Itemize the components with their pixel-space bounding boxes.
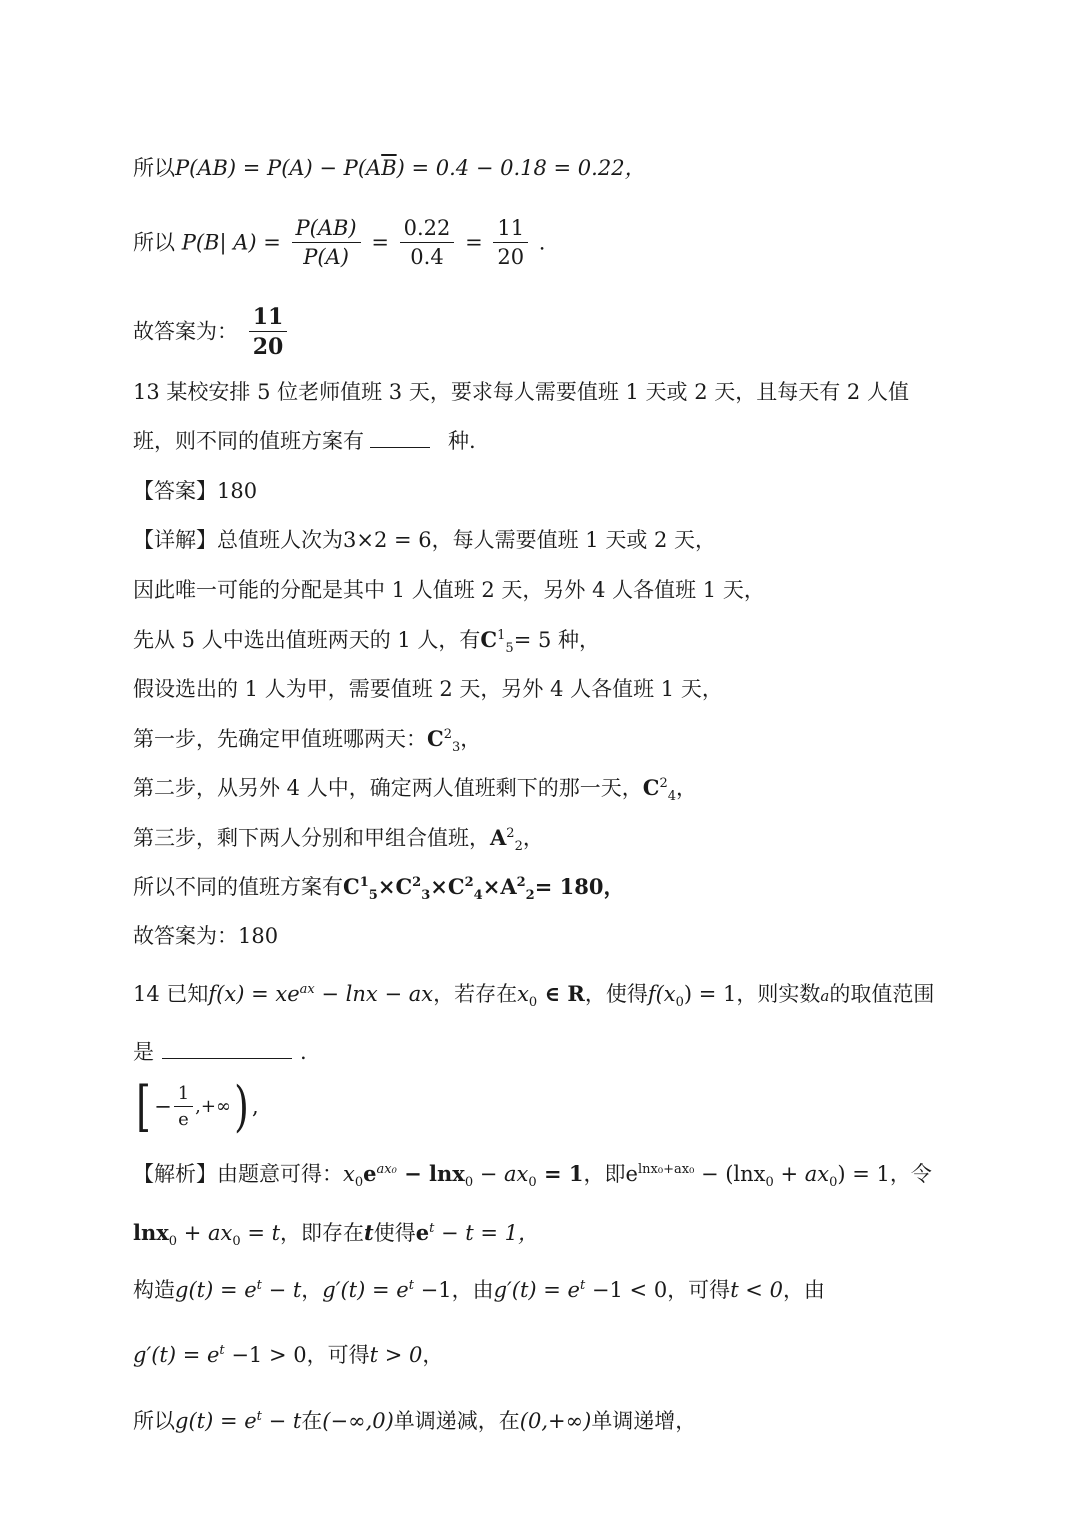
- fraction: [400, 218, 455, 268]
- formula: C: [427, 726, 444, 751]
- sub: 3: [421, 888, 431, 904]
- denominator: 0.4: [410, 245, 444, 269]
- formula: + ax: [177, 1221, 233, 1245]
- text: 的取值范围: [829, 982, 935, 1006]
- denominator: 20: [252, 334, 284, 360]
- formula: C: [480, 627, 498, 652]
- sub: 3: [452, 740, 461, 756]
- formula: − lnx − ax: [314, 982, 434, 1006]
- numerator: 1: [174, 1085, 193, 1107]
- sup: t: [408, 1278, 414, 1293]
- formula: g′(t) = e: [133, 1343, 220, 1367]
- text: 【解析】由题意可得：: [133, 1162, 343, 1186]
- text: 第一步，先确定甲值班哪两天：: [133, 727, 427, 751]
- text: 单调递增，: [591, 1409, 697, 1433]
- text: 单调递减，在: [393, 1409, 520, 1433]
- formula: −1 < 0: [585, 1278, 668, 1302]
- answer-blank: [162, 1058, 292, 1059]
- sup: 1: [497, 628, 506, 643]
- sub: 0: [528, 995, 538, 1011]
- formula: g′(t) = e: [493, 1278, 580, 1302]
- formula: ∈ R: [537, 981, 585, 1006]
- answer-blank: [370, 447, 430, 448]
- sub: 0: [765, 1175, 774, 1191]
- formula: P(AB) = P(A) − P(A: [175, 156, 382, 180]
- text: 故答案为：: [133, 319, 238, 344]
- sub: 5: [368, 888, 378, 904]
- text: .: [300, 1040, 307, 1064]
- text: 【答案】180: [133, 479, 258, 503]
- text: 班，则不同的值班方案有: [133, 429, 364, 453]
- text: 种.: [448, 429, 476, 453]
- question-13-line1: [133, 382, 909, 403]
- text: 在: [301, 1409, 323, 1433]
- formula: = t: [240, 1221, 281, 1245]
- text: 所以不同的值班方案有: [133, 875, 343, 899]
- formula: − t: [261, 1278, 302, 1302]
- sup: t: [219, 1343, 225, 1358]
- solution-line4: [133, 1345, 443, 1366]
- formula: P(B| A) =: [181, 230, 281, 255]
- text: ，则实数: [736, 982, 821, 1006]
- formula: (−∞,0): [322, 1409, 394, 1433]
- sym: = 180，: [534, 874, 625, 899]
- sym: C: [343, 874, 360, 899]
- formula: e: [415, 1220, 430, 1245]
- fraction: [174, 1085, 193, 1129]
- text: 构造: [133, 1278, 175, 1302]
- right-bracket: ): [234, 1075, 249, 1138]
- formula: t > 0: [369, 1343, 423, 1367]
- formula: + ax: [773, 1162, 830, 1186]
- formula: a: [820, 987, 830, 1005]
- equals: =: [371, 230, 389, 255]
- formula: x: [517, 982, 529, 1006]
- text: ，每人需要值班 1 天或 2 天，: [431, 528, 717, 552]
- formula: g(t) = e: [175, 1278, 257, 1302]
- sup: t: [429, 1221, 435, 1236]
- sub: 4: [667, 789, 676, 805]
- formula: −1: [413, 1278, 452, 1302]
- detail-line8: [133, 874, 625, 904]
- formula-b-bar: $\overline{B}$: [381, 156, 397, 180]
- formula: −1 > 0: [224, 1343, 307, 1367]
- denominator: e: [178, 1109, 189, 1130]
- left-bracket: [: [136, 1075, 151, 1138]
- formula: t < 0: [730, 1278, 783, 1302]
- formula: x: [343, 1162, 355, 1186]
- question-14-line1: [133, 981, 935, 1011]
- text: 使得: [373, 1221, 416, 1245]
- formula: f(x) = xe: [208, 982, 300, 1006]
- fraction: [292, 218, 361, 268]
- formula: ) = 1: [837, 1162, 890, 1186]
- sub: 0: [464, 1175, 474, 1191]
- text: = 5 种，: [513, 628, 601, 652]
- text: ，使得: [584, 982, 648, 1006]
- formula: − ax: [473, 1162, 529, 1186]
- equals: =: [465, 230, 483, 255]
- formula: A: [490, 825, 507, 850]
- sub: 0: [354, 1175, 364, 1191]
- detail-line2: [133, 580, 765, 601]
- formula: lnx: [133, 1220, 169, 1245]
- formula: ) = 0.4 − 0.18 = 0.22，: [396, 156, 646, 180]
- text: 假设选出的 1 人为甲，需要值班 2 天，另外 4 人各值班 1 天，: [133, 677, 723, 701]
- text: 所以: [133, 1409, 175, 1433]
- sym: −: [154, 1094, 172, 1119]
- sym: ,+∞: [195, 1096, 231, 1117]
- sub: 0: [528, 1175, 537, 1191]
- formula: − t: [261, 1409, 302, 1433]
- numerator: P(AB): [292, 218, 361, 243]
- formula: e: [363, 1161, 377, 1186]
- formula: e: [625, 1162, 638, 1186]
- formula: g(t) = e: [175, 1409, 257, 1433]
- formula: − lnx: [396, 1161, 465, 1186]
- question-14-line2: [133, 1042, 307, 1063]
- denominator: 20: [497, 245, 525, 269]
- sub: 0: [675, 995, 684, 1011]
- sub: 2: [525, 888, 535, 904]
- sup: 1: [359, 875, 369, 890]
- text: ，由: [451, 1278, 494, 1302]
- solution-line2: [133, 1220, 540, 1250]
- fraction: [249, 306, 288, 358]
- detail-line1: [133, 530, 716, 551]
- text: ，可得: [306, 1343, 370, 1367]
- text: ，即存在: [280, 1221, 365, 1245]
- line-conditional-prob: [133, 218, 545, 268]
- formula: − t = 1，: [434, 1221, 540, 1245]
- answer-14: [133, 1075, 259, 1138]
- formula: 3×2 = 6: [343, 528, 432, 552]
- text: 第二步，从另外 4 人中，确定两人值班剩下的那一天，: [133, 776, 643, 800]
- sup: t: [256, 1409, 262, 1424]
- text: 13 某校安排 5 位老师值班 3 天，要求每人需要值班 1 天或 2 天，且每天有 2 人值: [133, 380, 909, 404]
- sup: ax₀: [376, 1162, 397, 1177]
- fraction: [493, 218, 528, 268]
- sup: 2: [516, 875, 526, 890]
- text: 第三步，剩下两人分别和甲组合值班，: [133, 826, 490, 850]
- sub: 0: [829, 1175, 838, 1191]
- sym: ,: [252, 1094, 259, 1119]
- text: 所以: [133, 230, 175, 255]
- text: 因此唯一可能的分配是其中 1 人值班 2 天，另外 4 人各值班 1 天，: [133, 578, 765, 602]
- sub: 4: [473, 888, 483, 904]
- text: ，令: [889, 1162, 932, 1186]
- solution-line5: [133, 1411, 696, 1432]
- detail-line6: [133, 775, 697, 805]
- sup: 2: [464, 875, 474, 890]
- text: 故答案为：180: [133, 924, 279, 948]
- sup: ax: [299, 982, 315, 997]
- sub: 0: [168, 1234, 178, 1250]
- line-p-ab: [133, 158, 646, 179]
- detail-line4: [133, 679, 723, 700]
- numerator: 11: [493, 218, 528, 243]
- formula: = 1: [536, 1161, 584, 1186]
- detail-line5: [133, 726, 482, 756]
- sup: t: [580, 1278, 586, 1293]
- formula-product: [343, 874, 625, 904]
- sub: 2: [514, 839, 523, 855]
- sup: t: [256, 1278, 262, 1293]
- answer-13: [133, 481, 257, 502]
- detail-line3: [133, 627, 601, 657]
- text: 先从 5 人中选出值班两天的 1 人，有: [133, 628, 481, 652]
- text: ，若存在: [433, 982, 518, 1006]
- sup: 2: [443, 727, 452, 742]
- formula: g′(t) = e: [322, 1278, 409, 1302]
- sub: 5: [505, 641, 514, 657]
- text: ，: [676, 776, 697, 800]
- sym: ×C: [430, 874, 465, 899]
- detail-line9: [133, 926, 278, 947]
- question-13-line2: [133, 431, 476, 452]
- text: 所以: [133, 156, 175, 180]
- text: 14 已知: [133, 982, 209, 1006]
- formula: (0,+∞): [519, 1409, 592, 1433]
- formula: t: [364, 1220, 374, 1245]
- formula: − (lnx: [694, 1162, 766, 1186]
- numerator: 11: [249, 306, 288, 332]
- formula: C: [642, 775, 660, 800]
- detail-line7: [133, 825, 544, 855]
- text: 是: [133, 1040, 154, 1064]
- text: ，由: [782, 1278, 825, 1302]
- period: .: [538, 230, 546, 255]
- sub: 0: [232, 1234, 241, 1250]
- text: ，: [522, 826, 544, 850]
- sym: ×C: [377, 874, 413, 899]
- text: ，: [460, 727, 482, 751]
- sup: 2: [659, 776, 668, 791]
- text: ，: [301, 1278, 323, 1302]
- text: ，可得: [667, 1278, 731, 1302]
- formula: f(x: [647, 982, 676, 1006]
- text: ，: [422, 1343, 444, 1367]
- line-answer-fraction: [133, 306, 291, 358]
- sup: 2: [412, 875, 422, 890]
- numerator: 0.22: [400, 218, 455, 243]
- sym: ×A: [482, 874, 517, 899]
- formula: ) = 1: [683, 982, 737, 1006]
- text: 【详解】总值班人次为: [133, 528, 343, 552]
- sup: 2: [506, 826, 515, 841]
- denominator: P(A): [303, 245, 349, 269]
- solution-line3: [133, 1280, 825, 1301]
- solution-line1: [133, 1161, 932, 1191]
- text: ，即: [583, 1162, 626, 1186]
- sup: lnx₀+ax₀: [637, 1162, 695, 1177]
